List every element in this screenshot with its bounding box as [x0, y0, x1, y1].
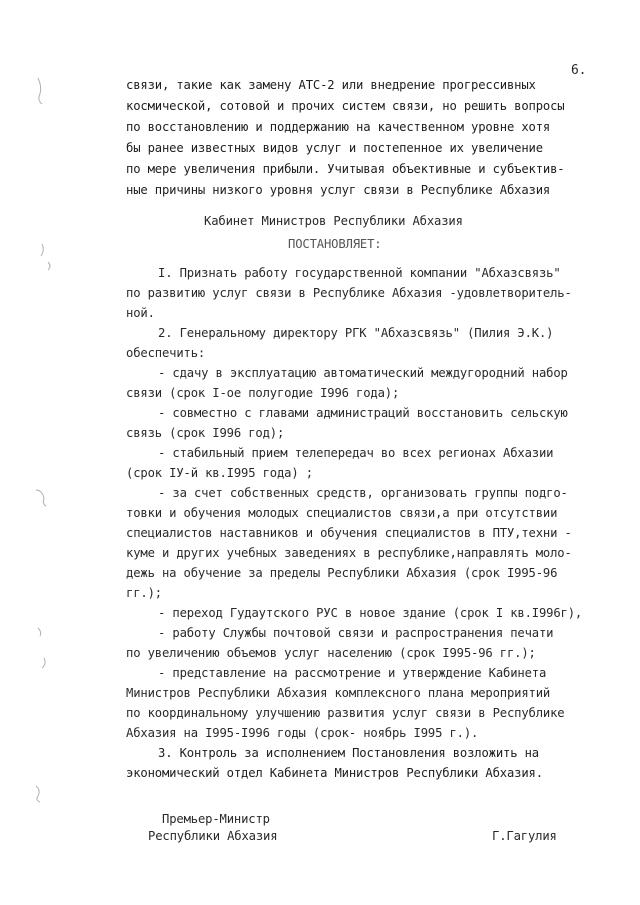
signature-name: Г.Гагулия	[492, 829, 557, 843]
item-line: - за счет собственных средств, организовать группы подго-	[158, 486, 568, 500]
item-line: гг.);	[126, 586, 162, 600]
item-line: куме и других учебных заведениях в республике,направлять моло-	[126, 546, 572, 560]
page-number: 6.	[571, 63, 587, 78]
item-line: специалистов наставников и обучения специалистов в ПТУ,техни -	[126, 526, 572, 540]
item-line: по увеличению объемов услуг населению (срок I995-96 гг.);	[126, 646, 536, 660]
item-line: по координальному улучшению развития услуг связи в Республике	[126, 706, 565, 720]
item-line: ной.	[126, 306, 155, 320]
item-line: - представление на рассмотрение и утверждение Кабинета	[158, 666, 547, 680]
signature-title: Премьер-Министр	[162, 812, 270, 826]
body-line: по мере увеличения прибыли. Учитывая объективные и субъектив-	[126, 162, 565, 176]
margin-marks	[0, 0, 80, 905]
body-line: по восстановлению и поддержанию на качественном уровне хотя	[126, 120, 551, 134]
item-line: - переход Гудаутского РУС в новое здание (срок I кв.I996г),	[158, 606, 583, 620]
item-line: I. Признать работу государственной компании "Абхазсвязь"	[158, 266, 561, 280]
item-line: Абхазия на I995-I996 годы (срок- ноябрь I995 г.).	[126, 726, 479, 740]
item-line: - совместно с главами администраций восстановить сельскую	[158, 406, 568, 420]
signature-title: Республики Абхазия	[148, 829, 278, 843]
item-line: обеспечить:	[126, 346, 206, 360]
item-line: по развитию услуг связи в Республике Абхазия -удовлетворитель-	[126, 286, 572, 300]
item-line: - работу Службы почтовой связи и распространения печати	[158, 626, 554, 640]
item-line: 2. Генеральному директору РГК "Абхазсвязь" (Пилия Э.К.)	[158, 326, 554, 340]
item-line: (срок IУ-й кв.I995 года) ;	[126, 466, 313, 480]
item-line: товки и обучения молодых специалистов связи,а при отсутствии	[126, 506, 558, 520]
item-line: дежь на обучение за пределы Республики Абхазия (срок I995-96	[126, 566, 558, 580]
body-line: связи, такие как замену АТС-2 или внедрение прогрессивных	[126, 78, 536, 92]
body-line: ные причины низкого уровня услуг связи в Республике Абхазия	[126, 183, 551, 197]
item-line: связи (срок I-ое полугодие I996 года);	[126, 386, 400, 400]
item-line: - стабильный прием телепередач во всех регионах Абхазии	[158, 446, 554, 460]
item-line: Министров Республики Абхазия комплексного плана мероприятий	[126, 686, 551, 700]
resolves-heading: ПОСТАНОВЛЯЕТ:	[288, 237, 382, 251]
body-line: бы ранее известных видов услуг и постепенное их увеличение	[126, 141, 543, 155]
body-line: космической, сотовой и прочих систем связи, но решить вопросы	[126, 99, 565, 113]
authority-heading: Кабинет Министров Республики Абхазия	[204, 214, 463, 228]
item-line: связь (срок I996 год);	[126, 426, 285, 440]
item-line: экономический отдел Кабинета Министров Республики Абхазия.	[126, 766, 543, 780]
item-line: - сдачу в эксплуатацию автоматический междугородний набор	[158, 366, 568, 380]
item-line: 3. Контроль за исполнением Постановления возложить на	[158, 746, 539, 760]
